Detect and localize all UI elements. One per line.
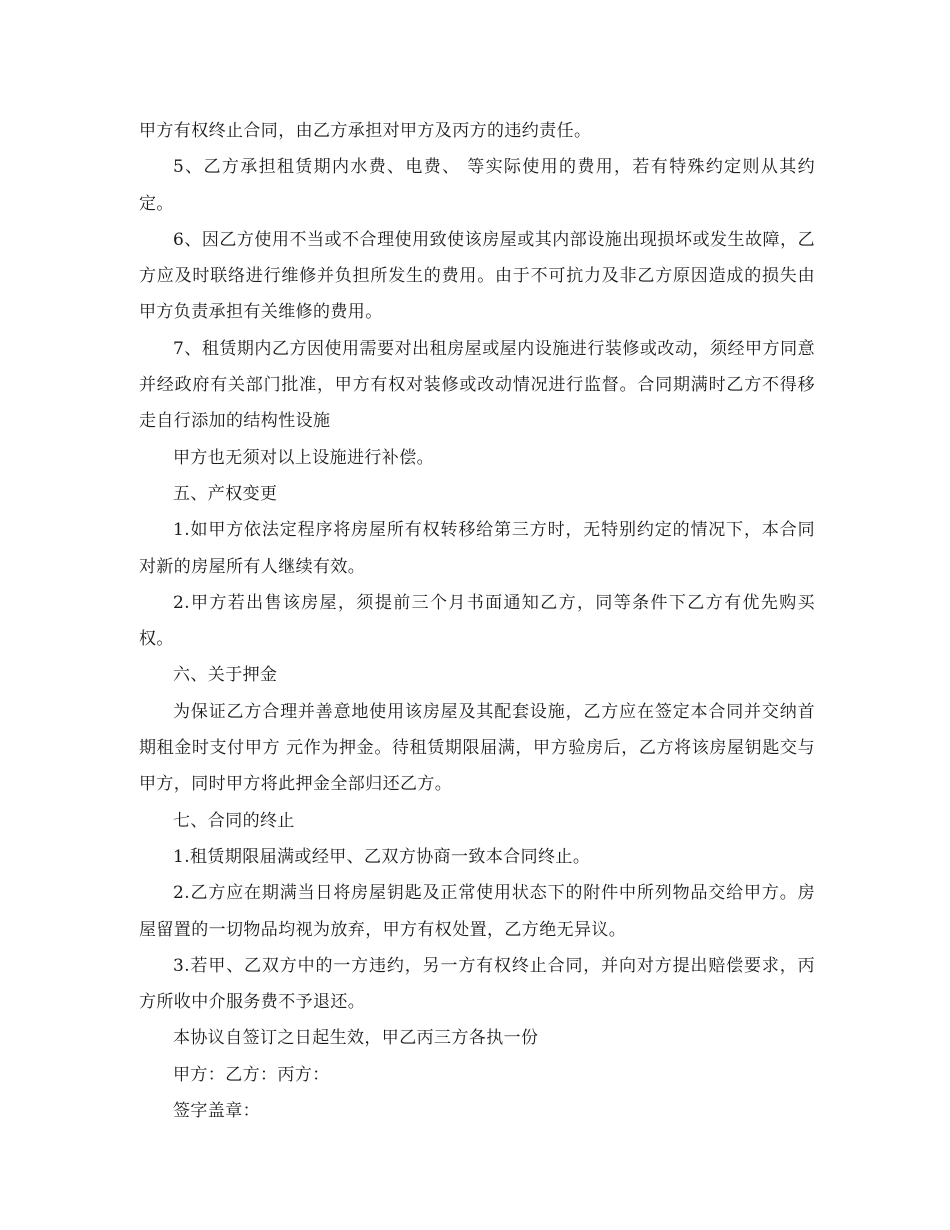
paragraph: 甲方也无须对以上设施进行补偿。 <box>173 447 434 468</box>
paragraph: 2.乙方应在期满当日将房屋钥匙及正常使用状态下的附件中所列物品交给甲方。房屋留置的一切物品均视为放弃，甲方有权处置，乙方绝无异议。 <box>139 883 815 940</box>
section-heading: 五、产权变更 <box>173 483 278 504</box>
document-page <box>139 113 815 1129</box>
paragraph: 7、租赁期内乙方因使用需要对出租房屋或屋内设施进行装修或改动，须经甲方同意并经政府有关部门批准，甲方有权对装修或改动情况进行监督。合同期满时乙方不得移走自行添加的结构性设施 <box>139 338 815 432</box>
paragraph: 6、因乙方使用不当或不合理使用致使该房屋或其内部设施出现损坏或发生故障，乙方应及时联络进行维修并负担所发生的费用。由于不可抗力及非乙方原因造成的损失由甲方负责承担有关维修的费用。 <box>139 229 815 323</box>
paragraph: 本协议自签订之日起生效，甲乙丙三方各执一份 <box>173 1028 539 1049</box>
section-heading: 六、关于押金 <box>173 665 278 686</box>
paragraph: 1.租赁期限届满或经甲、乙双方协商一致本合同终止。 <box>173 846 591 867</box>
paragraph: 2.甲方若出售该房屋，须提前三个月书面通知乙方，同等条件下乙方有优先购买权。 <box>139 592 815 650</box>
paragraph: 为保证乙方合理并善意地使用该房屋及其配套设施，乙方应在签定本合同并交纳首期租金时支付甲方 元作为押金。待租赁期限届满，甲方验房后，乙方将该房屋钥匙交与甲方，同时甲方将此押金全部归还乙方。 <box>139 701 815 795</box>
signature-line: 签字盖章： <box>173 1101 260 1122</box>
paragraph: 甲方有权终止合同，由乙方承担对甲方及丙方的违约责任。 <box>139 121 592 141</box>
paragraph: 3.若甲、乙双方中的一方违约，另一方有权终止合同，并向对方提出赔偿要求，丙方所收中介服务费不予退还。 <box>139 955 815 1013</box>
paragraph: 1.如甲方依法定程序将房屋所有权转移给第三方时，无特别约定的情况下，本合同对新的房屋所有人继续有效。 <box>139 520 815 577</box>
section-heading: 七、合同的终止 <box>173 810 295 831</box>
paragraph: 5、乙方承担租赁期内水费、电费、 等实际使用的费用，若有特殊约定则从其约定。 <box>139 157 815 214</box>
signature-parties: 甲方：乙方：丙方： <box>173 1064 330 1085</box>
